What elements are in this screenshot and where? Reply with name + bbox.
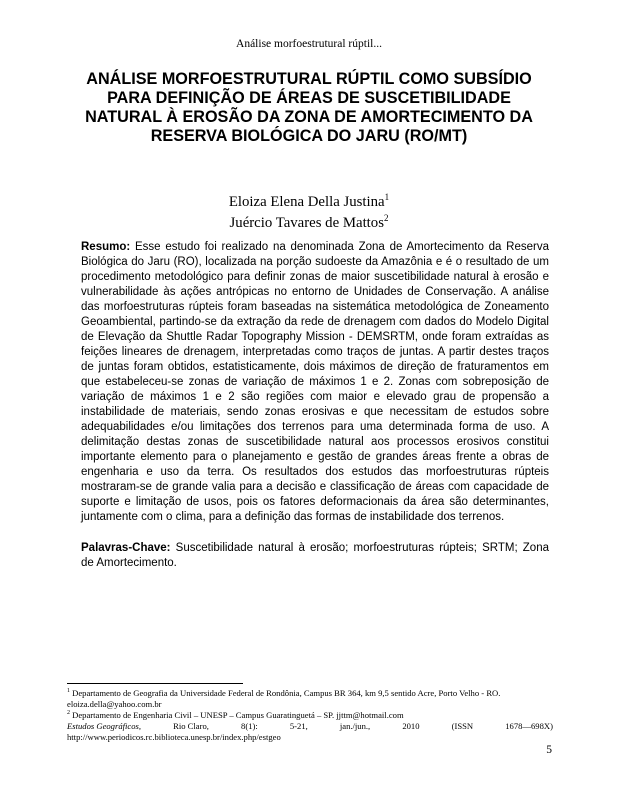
journal-issn-label: (ISSN <box>451 720 474 731</box>
author-footnote-mark[interactable]: 2 <box>383 213 389 224</box>
keywords-text: Suscetibilidade natural à erosão; morfoestruturas rúpteis; SRTM; Zona de Amortecimento. <box>81 542 549 569</box>
abstract-label: Resumo: <box>81 241 131 253</box>
author-name: Eloiza Elena Della Justina <box>228 194 385 210</box>
journal-city: Rio Claro, <box>173 720 209 731</box>
running-header: Análise morfoestrutural rúptil... <box>236 38 382 50</box>
abstract-text: Esse estudo foi realizado na denominada Zona de Amortecimento da Reserva Biológica do Jaru (RO), localizada na porção sudoeste da Amazônia e é o resultado de um procedimento metodológico para definir zonas de maior suscetibilidade natural à erosão e vulnerabilidade às ações antrópicas no entorno de Unidades de Conservação. A análise das morfoestruturas rúpteis foram baseadas na sistemática metodológica de Zoneamento Geoambiental, partindo-se da extração da rede de drenagem com dados do Modelo Digital de Elevação da Shuttle Radar Topography Mission - DEMSRTM, onde foram extraídas as feições lineares de drenagem, interpretadas como traços de juntas. A partir destes traços de juntas foram obtidos, estatisticamente, dois máximos de direção de fraturamentos em que estabeleceu-se zonas de variação de máximos 1 e 2. Zonas com sobreposição de variação de máximos 1 e 2 são regiões com maior e elevado grau de propensão a instabilidade de materiais, sendo zonas erosivas e que necessitam de estudos sobre adequabilidades e/ou limitações dos terrenos para uma determinada forma de uso. A delimitação destas zonas de suscetibilidade natural aos processos erosivos constitui importante elemento para o planejamento e gestão de grandes áreas frente a obras de engenharia e uso da terra. Os resultados dos estudos das morfoestruturas rúpteis mostraram-se de grande valia para a decisão e classificação de áreas com capacidade de suporte e limitação de usos, pois os fatores deformacionais da área são determinantes, juntamente com o clima, para a definição das formas de instabilidade dos terrenos. <box>81 241 549 523</box>
footnote-mark: 2 <box>67 709 70 716</box>
journal-year: 2010 <box>402 720 420 731</box>
journal-volume: 8(1): <box>241 720 258 731</box>
paper-title: ANÁLISE MORFOESTRUTURAL RÚPTIL COMO SUBSÍDIO PARA DEFINIÇÃO DE ÁREAS DE SUSCETIBILIDADE NATURAL À EROSÃO DA ZONA DE AMORTECIMENTO DA RESERVA BIOLÓGICA DO JARU (RO/MT) <box>85 70 533 145</box>
journal-url[interactable]: http://www.periodicos.rc.biblioteca.unesp.br/index.php/estgeo <box>67 731 281 742</box>
journal-issn: 1678—698X) <box>505 720 553 731</box>
journal-citation <box>67 721 553 732</box>
journal-pages: 5-21, <box>289 720 308 731</box>
footnote-text: Departamento de Geografia da Universidade Federal de Rondônia, Campus BR 364, km 9,5 sentido Acre, Porto Velho - RO. eloiza.della@yahoo.com.br <box>67 688 501 709</box>
footnote-1 <box>67 688 553 710</box>
footnote-text: Departamento de Engenharia Civil – UNESP – Campus Guaratinguetá – SP. jjttm@hotmail.com <box>72 709 404 720</box>
author-1 <box>0 192 618 213</box>
journal-name: Estudos Geográficos, <box>67 720 141 731</box>
journal-date: jan./jun., <box>339 720 371 731</box>
author-name: Juércio Tavares de Mattos <box>229 215 384 231</box>
author-2 <box>0 213 618 234</box>
keywords <box>81 541 549 571</box>
footnotes <box>67 688 553 743</box>
abstract <box>81 240 549 525</box>
page-number: 5 <box>546 744 552 756</box>
author-footnote-mark[interactable]: 1 <box>384 192 390 203</box>
footnote-mark: 1 <box>67 688 70 695</box>
footnote-2 <box>67 710 553 721</box>
keywords-label: Palavras-Chave: <box>81 542 171 554</box>
footnote-divider <box>67 683 243 684</box>
author-list <box>0 192 618 234</box>
